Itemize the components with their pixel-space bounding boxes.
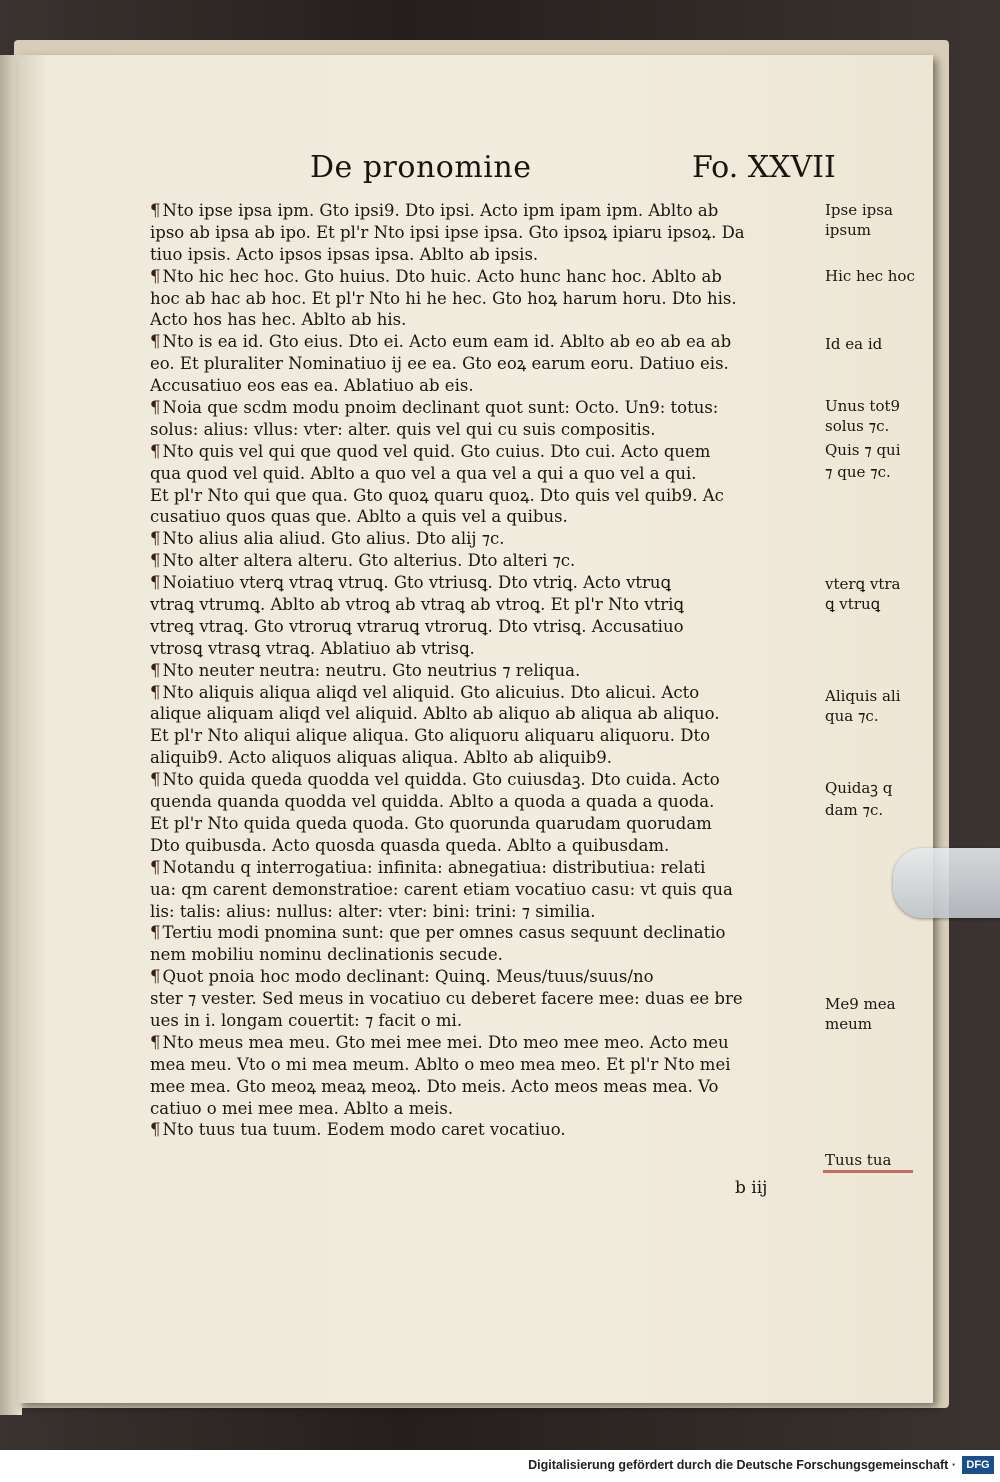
text-line-content: lis: talis: alius: nullus: alter: vter: bini: trini: ⁊ similia.	[150, 901, 596, 921]
margin-note: Id ea id	[825, 335, 883, 353]
margin-note: Hic hec hoc	[825, 267, 915, 285]
text-line	[150, 747, 820, 769]
text-line-content: solus: alius: vllus: vter: alter. quis vel qui cu suis compositis.	[150, 419, 656, 439]
pilcrow-icon: ¶	[150, 1120, 161, 1140]
text-line-content: vtreꝗ vtraꝗ. Gto vtroruꝗ vtraruꝗ vtroruꝗ. Dto vtrisꝗ. Accusatiuo	[150, 616, 684, 636]
text-line-content: Acto hos has hec. Ablto ab his.	[150, 310, 407, 330]
text-line-content: vtraꝗ vtrumꝗ. Ablto ab vtroꝗ ab vtraꝗ ab vtroꝗ. Et pl'r Nto vtriꝗ	[150, 595, 684, 615]
margin-note: vterꝗ vtra	[825, 575, 901, 593]
page-tab-marker	[893, 848, 1000, 918]
text-line	[150, 1010, 820, 1032]
margin-note: Quidaꝫ q	[825, 779, 893, 797]
margin-note: Quis ⁊ qui	[825, 441, 901, 459]
text-line	[150, 441, 820, 463]
text-line-content: Nto is ea id. Gto eius. Dto ei. Acto eum eam id. Ablto ab eo ab ea ab	[162, 332, 732, 352]
signature-mark: b iij	[735, 1178, 768, 1198]
pilcrow-icon: ¶	[150, 660, 161, 680]
text-line-content: Nto quis vel qui que quod vel quid. Gto cuius. Dto cui. Acto quem	[162, 441, 711, 461]
text-line-content: Accusatiuo eos eas ea. Ablatiuo ab eis.	[150, 376, 474, 396]
text-line	[150, 879, 820, 901]
text-line-content: ipso ab ipsa ab ipo. Et pl'r Nto ipsi ipse ipsa. Gto ipsoꝝ ipiaru ipsoꝝ. Da	[150, 222, 745, 242]
text-line	[150, 463, 820, 485]
text-line	[150, 857, 820, 879]
pilcrow-icon: ¶	[150, 332, 161, 352]
text-line-content: Noia que scdm modu pnoim declinant quot sunt: Octo. Un9: totus:	[162, 398, 719, 418]
text-line	[150, 638, 820, 660]
margin-note: meum	[825, 1015, 872, 1033]
text-line	[150, 528, 820, 550]
text-line	[150, 375, 820, 397]
text-line	[150, 682, 820, 704]
pilcrow-icon: ¶	[150, 1032, 161, 1052]
text-line-content: quenda quanda quodda vel quidda. Ablto a quoda a quada a quoda.	[150, 792, 715, 812]
text-line	[150, 244, 820, 266]
dfg-logo: DFG	[962, 1456, 994, 1474]
text-line-content: mea meu. Vto o mi mea meum. Ablto o meo mea meo. Et pl'r Nto mei	[150, 1054, 731, 1074]
text-line-content: nem mobiliu nominu declinationis secude.	[150, 945, 503, 965]
text-line-content: Nto neuter neutra: neutru. Gto neutrius ⁊ reliqua.	[162, 660, 581, 680]
text-line-content: aliquib9. Acto aliquos aliquas aliqua. Ablto ab aliquib9.	[150, 748, 613, 768]
margin-note: Tuus tua	[825, 1151, 892, 1169]
text-line	[150, 550, 820, 572]
main-text-block	[150, 200, 820, 1141]
funding-credit: Digitalisierung gefördert durch die Deutsche Forschungsgemeinschaft ·	[528, 1458, 956, 1472]
margin-note: solus ⁊c.	[825, 417, 890, 435]
text-line-content: Et pl'r Nto qui que qua. Gto quoꝝ quaru quoꝝ. Dto quis vel quib9. Ac	[150, 485, 724, 505]
text-line-content: cusatiuo quos quas que. Ablto a quis vel a quibus.	[150, 507, 568, 527]
page-header	[310, 150, 870, 200]
text-line	[150, 572, 820, 594]
running-head: De pronomine	[310, 150, 532, 185]
pilcrow-icon: ¶	[150, 770, 161, 790]
text-line-content: Nto ipse ipsa ipm. Gto ipsi9. Dto ipsi. Acto ipm ipam ipm. Ablto ab	[162, 201, 719, 220]
text-line	[150, 353, 820, 375]
text-line	[150, 988, 820, 1010]
text-line-content: Nto quida queda quodda vel quidda. Gto cuiusdaꝫ. Dto cuida. Acto	[162, 770, 720, 790]
text-line-content: catiuo o mei mee mea. Ablto a meis.	[150, 1098, 454, 1118]
text-line-content: ster ⁊ vester. Sed meus in vocatiuo cu deberet facere mee: duas ee bre	[150, 989, 743, 1009]
pilcrow-icon: ¶	[150, 923, 161, 943]
pilcrow-icon: ¶	[150, 682, 161, 702]
text-line	[150, 616, 820, 638]
text-line-content: mee mea. Gto meoꝝ meaꝝ meoꝝ. Dto meis. Acto meos meas mea. Vo	[150, 1076, 719, 1096]
text-line	[150, 1098, 820, 1120]
margin-note: dam ⁊c.	[825, 801, 884, 819]
margin-note: Ipse ipsa	[825, 201, 893, 219]
pilcrow-icon: ¶	[150, 967, 161, 987]
text-line-content: Nto alter altera alteru. Gto alterius. Dto alteri ⁊c.	[162, 551, 576, 571]
text-line-content: Tertiu modi pnomina sunt: que per omnes casus sequunt declinatio	[162, 923, 726, 943]
text-line	[150, 725, 820, 747]
text-line-content: qua quod vel quid. Ablto a quo vel a qua vel a qui a quo vel a qui.	[150, 463, 697, 483]
text-line	[150, 288, 820, 310]
margin-note: ipsum	[825, 221, 871, 239]
text-line	[150, 944, 820, 966]
text-line-content: Nto alius alia aliud. Gto alius. Dto alij ⁊c.	[162, 529, 505, 549]
text-line	[150, 506, 820, 528]
text-line-content: Nto tuus tua tuum. Eodem modo caret vocatiuo.	[162, 1120, 566, 1140]
text-line-content: Nto meus mea meu. Gto mei mee mei. Dto meo mee meo. Acto meu	[162, 1032, 729, 1052]
pilcrow-icon: ¶	[150, 201, 161, 220]
text-line-content: Dto quibusda. Acto quosda quasda queda. Ablto a quibusdam.	[150, 835, 670, 855]
margin-note: Aliquis ali	[825, 687, 901, 705]
text-line-content: Nto hic hec hoc. Gto huius. Dto huic. Acto hunc hanc hoc. Ablto ab	[162, 266, 722, 286]
text-line	[150, 485, 820, 507]
text-line	[150, 703, 820, 725]
text-line-content: Noiatiuo vterꝗ vtraꝗ vtruꝗ. Gto vtriusꝗ. Dto vtriꝗ. Acto vtruꝗ	[162, 573, 672, 593]
text-line	[150, 813, 820, 835]
pilcrow-icon: ¶	[150, 529, 161, 549]
pilcrow-icon: ¶	[150, 551, 161, 571]
text-line-content: tiuo ipsis. Acto ipsos ipsas ipsa. Ablto ab ipsis.	[150, 244, 539, 264]
text-line	[150, 835, 820, 857]
text-line	[150, 1076, 820, 1098]
text-line-content: Et pl'r Nto quida queda quoda. Gto quorunda quarudam quorudam	[150, 813, 712, 833]
text-line	[150, 1119, 820, 1141]
text-line-content: Et pl'r Nto aliqui alique aliqua. Gto aliquoru aliquaru aliquoru. Dto	[150, 726, 711, 746]
text-line-content: hoc ab hac ab hoc. Et pl'r Nto hi he hec. Gto hoꝝ harum horu. Dto his.	[150, 288, 737, 308]
text-line	[150, 1054, 820, 1076]
text-line-content: ua: qm carent demonstratioe: carent etiam vocatiuo casu: vt quis qua	[150, 879, 733, 899]
text-line	[150, 1032, 820, 1054]
text-line	[150, 397, 820, 419]
text-line-content: vtrosꝗ vtrasꝗ vtraꝗ. Ablatiuo ab vtrisꝗ.	[150, 638, 475, 658]
margin-note: qua ⁊c.	[825, 707, 879, 725]
text-line	[150, 309, 820, 331]
red-underline-mark	[823, 1170, 913, 1173]
text-line	[150, 594, 820, 616]
pilcrow-icon: ¶	[150, 573, 161, 593]
margin-note: ⁊ que ⁊c.	[825, 463, 891, 481]
text-line	[150, 901, 820, 923]
margin-note: Me9 mea	[825, 995, 896, 1013]
text-line	[150, 791, 820, 813]
text-line	[150, 769, 820, 791]
pilcrow-icon: ¶	[150, 266, 161, 286]
text-line-content: Quot pnoia hoc modo declinant: Quinꝗ. Meus/tuus/suus/no	[162, 967, 654, 987]
text-line	[150, 966, 820, 988]
text-line	[150, 419, 820, 441]
pilcrow-icon: ¶	[150, 441, 161, 461]
text-line	[150, 922, 820, 944]
text-line-content: alique aliquam aliqd vel aliquid. Ablto ab aliquo ab aliqua ab aliquo.	[150, 704, 720, 724]
margin-note: ꝗ vtruꝗ	[825, 595, 881, 613]
pilcrow-icon: ¶	[150, 398, 161, 418]
folio-number: Fo. XXVII	[692, 150, 836, 185]
text-line	[150, 331, 820, 353]
footer-bar	[0, 1450, 1000, 1482]
text-line-content: eo. Et pluraliter Nominatiuo ij ee ea. Gto eoꝝ earum eoru. Datiuo eis.	[150, 354, 729, 374]
pilcrow-icon: ¶	[150, 857, 161, 877]
text-line	[150, 222, 820, 244]
text-line-content: Nto aliquis aliqua aliqd vel aliquid. Gto alicuius. Dto alicui. Acto	[162, 682, 700, 702]
text-line-content: Notandu q interrogatiua: infinita: abnegatiua: distributiua: relati	[162, 857, 706, 877]
text-line	[150, 660, 820, 682]
text-line	[150, 266, 820, 288]
margin-note: Unus tot9	[825, 397, 901, 415]
text-line	[150, 200, 820, 222]
text-line-content: ues in i. longam couertit: ⁊ facit o mi.	[150, 1010, 463, 1030]
